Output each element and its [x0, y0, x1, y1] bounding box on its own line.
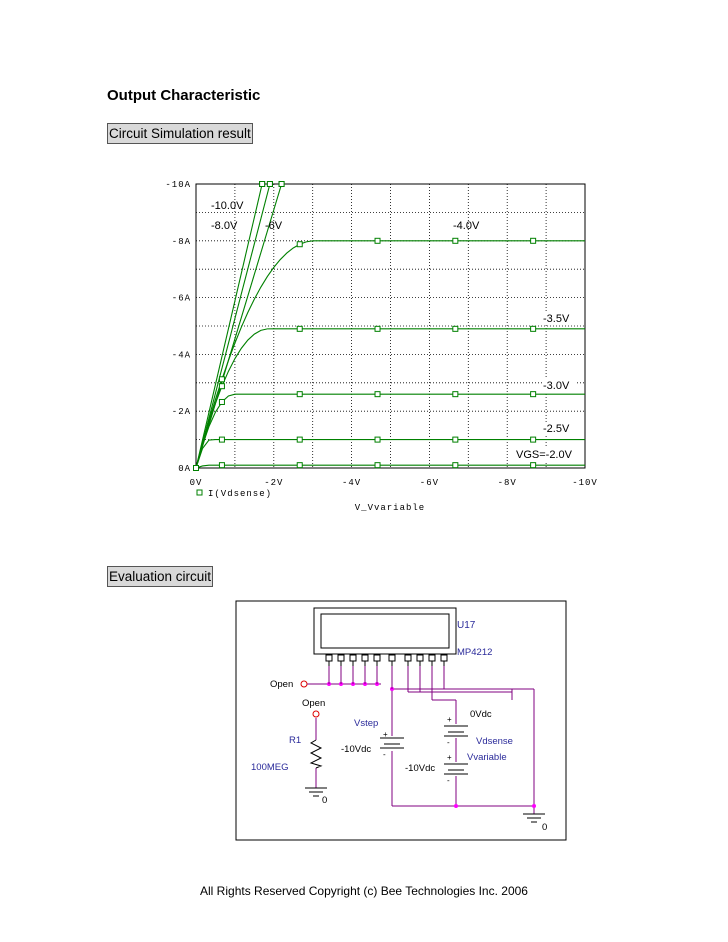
ic-pin: [362, 655, 368, 661]
resistor-r1: [311, 740, 321, 768]
ic-pin: [417, 655, 423, 661]
vstep-value: -10Vdc: [341, 744, 372, 755]
ic-pin: [441, 655, 447, 661]
ic-pin: [350, 655, 356, 661]
curve-label: -3.0V: [543, 380, 570, 392]
open-terminal-1: [301, 681, 307, 687]
x-axis-label: V_Vvariable: [354, 503, 426, 513]
vvariable-minus: -: [447, 776, 450, 785]
x-tick-label: -6V: [419, 478, 440, 488]
open-terminal-2: [313, 711, 319, 717]
curve-label: -2.5V: [543, 423, 570, 435]
circuit-border: [236, 601, 566, 840]
y-tick-label: -10A: [165, 180, 191, 190]
ground-label-1: 0: [322, 795, 328, 806]
ic-pin: [374, 655, 380, 661]
vstep-label: Vstep: [354, 718, 379, 729]
curve-label: -8.0V: [211, 220, 238, 232]
y-tick-label: -8A: [171, 236, 191, 247]
x-tick-label: -4V: [341, 478, 362, 488]
ground-icon-2: [523, 814, 545, 822]
ic-pin: [326, 655, 332, 661]
ic-pin: [389, 655, 395, 661]
ground-label-2: 0: [542, 822, 548, 833]
y-tick-label: -6A: [171, 293, 191, 304]
curve-label: -10.0V: [211, 200, 244, 212]
ic-name: MP4212: [457, 647, 493, 658]
ic-pin: [338, 655, 344, 661]
ic-pin: [429, 655, 435, 661]
page-title: Output Characteristic: [107, 87, 261, 104]
curve-label: -6V: [265, 220, 283, 232]
legend-label: I(Vdsense): [208, 489, 273, 499]
battery-icon-vdsense: [444, 726, 468, 736]
open-label-2: Open: [302, 698, 326, 709]
x-tick-label: -2V: [264, 478, 284, 488]
ic-pin: [405, 655, 411, 661]
open-label-1: Open: [270, 679, 294, 690]
curve-label: -4.0V: [453, 220, 480, 232]
battery-icon-vstep: [380, 738, 404, 748]
section-label-simulation: Circuit Simulation result: [107, 123, 253, 144]
curve-label: VGS=-2.0V: [516, 449, 572, 461]
vstep-plus: +: [383, 730, 388, 739]
vdsense-label: Vdsense: [476, 736, 513, 747]
x-tick-label: -8V: [497, 478, 517, 488]
curve-label: -3.5V: [543, 313, 570, 325]
x-tick-label: -10V: [572, 478, 598, 488]
section-label-evaluation: Evaluation circuit: [107, 566, 213, 587]
ic-pins: [326, 655, 447, 666]
copyright-footer: All Rights Reserved Copyright (c) Bee Technologies Inc. 2006: [200, 884, 528, 898]
vdsense-value: 0Vdc: [470, 709, 492, 720]
vdsense-minus: -: [447, 738, 450, 747]
ic-ref: U17: [457, 620, 476, 631]
ic-outer: [314, 608, 456, 654]
r1-label: R1: [289, 735, 302, 746]
vdsense-plus: +: [447, 715, 452, 724]
pin-wires: [329, 666, 420, 692]
vstep-minus: -: [383, 750, 386, 759]
y-tick-label: -2A: [171, 407, 191, 418]
y-tick-label: -4A: [171, 350, 191, 361]
vvariable-value: -10Vdc: [405, 763, 436, 774]
x-tick-label: 0V: [189, 478, 203, 488]
vvariable-label: Vvariable: [467, 752, 507, 763]
y-tick-label: 0A: [178, 464, 191, 474]
vvariable-plus: +: [447, 753, 452, 762]
ic-inner: [321, 614, 449, 648]
battery-icon-vvariable: [444, 764, 468, 774]
r1-value: 100MEG: [251, 762, 289, 773]
